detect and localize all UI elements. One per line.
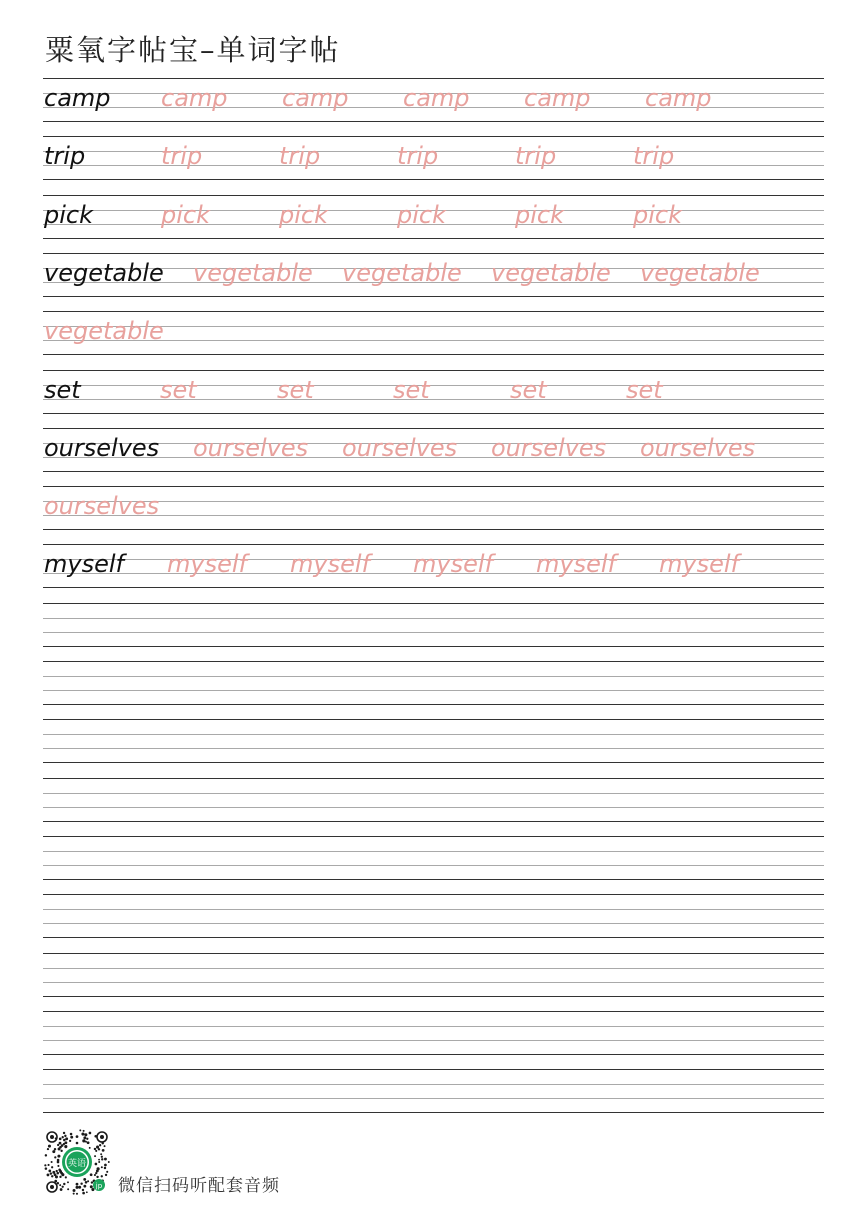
- qr-dot: [62, 1186, 64, 1188]
- qr-dot: [48, 1169, 51, 1172]
- ruled-band: [43, 1011, 824, 1055]
- guide-line: [43, 719, 824, 720]
- trace-word: ourselves: [193, 433, 309, 462]
- guide-line: [43, 632, 824, 633]
- trace-word: set: [510, 375, 547, 404]
- guide-line: [43, 370, 824, 371]
- trace-word: trip: [515, 142, 557, 171]
- guide-line: [43, 311, 824, 312]
- badge-label: 英语: [67, 1159, 87, 1169]
- guide-line: [43, 1098, 824, 1099]
- audio-caption: 微信扫码听配套音频: [118, 1176, 280, 1196]
- qr-dot: [59, 1176, 61, 1178]
- guide-line: [43, 544, 824, 545]
- guide-line: [43, 238, 824, 239]
- guide-line: [43, 821, 824, 822]
- qr-dot: [52, 1150, 55, 1153]
- qr-dot: [67, 1181, 69, 1183]
- model-word: trip: [44, 142, 86, 171]
- ruled-band: [43, 136, 824, 180]
- qr-dot: [73, 1189, 76, 1192]
- qr-dot: [104, 1145, 106, 1147]
- guide-line: [43, 762, 824, 763]
- qr-dot: [76, 1183, 79, 1186]
- qr-dot: [101, 1175, 103, 1177]
- qr-dot: [101, 1156, 103, 1158]
- guide-line: [43, 968, 824, 969]
- guide-line: [43, 529, 824, 530]
- ruled-band: [43, 894, 824, 938]
- qr-dot: [47, 1148, 49, 1150]
- ruled-band: [43, 253, 824, 297]
- qr-dot: [50, 1172, 52, 1174]
- qr-dot: [76, 1193, 78, 1195]
- guide-line: [43, 953, 824, 954]
- guide-line: [43, 865, 824, 866]
- qr-dot: [51, 1175, 53, 1177]
- guide-line: [43, 690, 824, 691]
- guide-line: [43, 793, 824, 794]
- qr-dot: [56, 1172, 59, 1175]
- guide-line: [43, 515, 824, 516]
- trace-word: ourselves: [491, 433, 607, 462]
- trace-word: vegetable: [44, 317, 164, 346]
- qr-dot: [82, 1189, 84, 1191]
- guide-line: [43, 996, 824, 997]
- qr-dot: [82, 1139, 85, 1142]
- ruled-band: [43, 1069, 824, 1113]
- qr-dot: [62, 1136, 64, 1138]
- qr-dot: [64, 1145, 67, 1148]
- guide-line: [43, 78, 824, 79]
- ruled-band: [43, 486, 824, 530]
- qr-dot: [45, 1154, 47, 1156]
- qr-dot: [57, 1144, 59, 1146]
- trace-word: pick: [397, 200, 446, 229]
- qr-dot: [101, 1158, 103, 1160]
- guide-line: [43, 646, 824, 647]
- qr-dot: [56, 1170, 58, 1172]
- ruled-band: [43, 370, 824, 414]
- qr-dot: [98, 1159, 100, 1161]
- qr-dot: [83, 1178, 86, 1181]
- qr-dot: [94, 1148, 96, 1150]
- trace-word: set: [160, 375, 197, 404]
- qr-dot: [44, 1164, 46, 1166]
- guide-line: [43, 982, 824, 983]
- qr-dot: [84, 1133, 87, 1136]
- trace-word: set: [626, 375, 663, 404]
- guide-line: [43, 1112, 824, 1113]
- qr-finder-dot: [100, 1135, 104, 1139]
- ruled-band: [43, 836, 824, 880]
- qr-dot: [51, 1166, 53, 1168]
- trace-word: trip: [397, 142, 439, 171]
- qr-dot: [57, 1159, 60, 1162]
- guide-line: [43, 879, 824, 880]
- trace-word: myself: [290, 550, 370, 579]
- qr-dot: [91, 1188, 94, 1191]
- qr-dot: [63, 1132, 65, 1134]
- guide-line: [43, 894, 824, 895]
- trace-word: myself: [659, 550, 739, 579]
- qr-dot: [57, 1155, 60, 1158]
- model-word: set: [44, 375, 81, 404]
- guide-line: [43, 1011, 824, 1012]
- guide-line: [43, 1026, 824, 1027]
- qr-dot: [48, 1145, 51, 1148]
- ruled-band: [43, 719, 824, 763]
- ruled-band: [43, 953, 824, 997]
- trace-word: vegetable: [193, 258, 313, 287]
- model-word: myself: [44, 550, 124, 579]
- trace-word: pick: [515, 200, 564, 229]
- qr-dot: [51, 1161, 53, 1163]
- guide-line: [43, 296, 824, 297]
- qr-dot: [104, 1158, 107, 1161]
- ruled-band: [43, 195, 824, 239]
- guide-line: [43, 836, 824, 837]
- guide-line: [43, 748, 824, 749]
- qr-dot: [59, 1138, 62, 1141]
- guide-line: [43, 121, 824, 122]
- trace-word: myself: [536, 550, 616, 579]
- qr-dot: [76, 1135, 79, 1138]
- qr-dot: [89, 1147, 91, 1149]
- qr-dot: [52, 1171, 55, 1174]
- qr-dot: [96, 1146, 99, 1149]
- guide-line: [43, 807, 824, 808]
- guide-line: [43, 661, 824, 662]
- guide-line: [43, 1054, 824, 1055]
- trace-word: camp: [403, 84, 470, 112]
- qr-dot: [79, 1129, 81, 1131]
- model-word: ourselves: [44, 433, 160, 462]
- qr-dot: [96, 1176, 98, 1178]
- ruled-band: [43, 78, 824, 122]
- guide-line: [43, 851, 824, 852]
- guide-line: [43, 704, 824, 705]
- guide-line: [43, 413, 824, 414]
- qr-dot: [83, 1185, 86, 1188]
- qr-dot: [83, 1136, 86, 1139]
- qr-dot: [59, 1184, 61, 1186]
- qr-dot: [104, 1167, 106, 1169]
- trace-word: ourselves: [640, 433, 756, 462]
- guide-line: [43, 603, 824, 604]
- qr-dot: [95, 1150, 97, 1152]
- guide-line: [43, 909, 824, 910]
- guide-line: [43, 778, 824, 779]
- qr-dot: [83, 1130, 85, 1132]
- qr-dot: [95, 1163, 98, 1166]
- qr-dot: [89, 1132, 92, 1135]
- qr-dot: [65, 1176, 67, 1178]
- ruled-band: [43, 311, 824, 355]
- model-word: vegetable: [44, 258, 164, 287]
- guide-line: [43, 1084, 824, 1085]
- trace-word: camp: [282, 84, 349, 112]
- qr-dot: [65, 1137, 68, 1140]
- qr-dot: [91, 1181, 93, 1183]
- qr-dot: [45, 1167, 48, 1170]
- qr-dot: [87, 1180, 89, 1182]
- qr-dot: [86, 1191, 88, 1193]
- trace-word: ourselves: [342, 433, 458, 462]
- qr-dot: [60, 1188, 63, 1191]
- qr-dot: [48, 1164, 50, 1166]
- qr-dot: [95, 1172, 97, 1174]
- qr-dot: [73, 1193, 75, 1195]
- qr-dot: [85, 1141, 87, 1143]
- qr-dot: [59, 1142, 62, 1145]
- guide-line: [43, 136, 824, 137]
- trace-word: trip: [633, 142, 675, 171]
- qr-dot: [98, 1161, 100, 1163]
- guide-line: [43, 923, 824, 924]
- qr-dot: [87, 1141, 90, 1144]
- guide-line: [43, 734, 824, 735]
- model-word: camp: [44, 84, 111, 112]
- trace-word: set: [393, 375, 430, 404]
- trace-word: myself: [413, 550, 493, 579]
- qr-dot: [90, 1173, 93, 1176]
- qr-dot: [101, 1166, 103, 1168]
- writing-sheet: [43, 78, 824, 1118]
- qr-dot: [99, 1144, 101, 1146]
- qr-dot: [64, 1135, 66, 1137]
- ruled-band: [43, 428, 824, 472]
- trace-word: vegetable: [342, 258, 462, 287]
- qr-dot: [54, 1156, 56, 1158]
- qr-dot: [67, 1188, 69, 1190]
- trace-word: camp: [645, 84, 712, 112]
- qr-dot: [54, 1173, 57, 1176]
- qr-dot: [94, 1174, 96, 1176]
- qr-dot: [70, 1136, 73, 1139]
- qr-dot: [104, 1164, 107, 1167]
- qr-finder-dot: [50, 1135, 54, 1139]
- qr-dot: [86, 1138, 88, 1140]
- qr-dot: [94, 1155, 96, 1157]
- guide-line: [43, 253, 824, 254]
- trace-word: myself: [167, 550, 247, 579]
- qr-finder-dot: [50, 1185, 54, 1189]
- qr-dot: [105, 1174, 107, 1176]
- trace-word: trip: [161, 142, 203, 171]
- qr-dot: [80, 1183, 82, 1185]
- qr-dot: [108, 1161, 110, 1163]
- trace-word: camp: [524, 84, 591, 112]
- qr-dot: [81, 1132, 84, 1135]
- guide-line: [43, 1040, 824, 1041]
- trace-word: pick: [633, 200, 682, 229]
- qr-dot: [90, 1185, 93, 1188]
- guide-line: [43, 428, 824, 429]
- guide-line: [43, 587, 824, 588]
- guide-line: [43, 618, 824, 619]
- qr-dot: [100, 1153, 102, 1155]
- qr-dot: [63, 1183, 65, 1185]
- qr-dot: [63, 1139, 66, 1142]
- trace-word: vegetable: [491, 258, 611, 287]
- qr-dot: [75, 1186, 78, 1189]
- qr-dot: [106, 1171, 108, 1173]
- model-word: pick: [44, 200, 93, 229]
- qr-dot: [78, 1186, 81, 1189]
- qr-dot: [57, 1165, 59, 1167]
- guide-line: [43, 937, 824, 938]
- qr-dot: [60, 1150, 62, 1152]
- qr-dot: [69, 1140, 71, 1142]
- qr-dot: [54, 1148, 56, 1150]
- trace-word: camp: [161, 84, 228, 112]
- guide-line: [43, 486, 824, 487]
- qr-dot: [70, 1133, 73, 1136]
- trace-word: pick: [161, 200, 210, 229]
- ruled-band: [43, 661, 824, 705]
- guide-line: [43, 501, 824, 502]
- trace-word: ourselves: [44, 492, 160, 521]
- guide-line: [43, 179, 824, 180]
- qr-dot: [102, 1149, 105, 1152]
- corner-badge-label: jp: [95, 1182, 103, 1190]
- qr-code-icon: [42, 1127, 112, 1197]
- trace-word: vegetable: [640, 258, 760, 287]
- trace-word: trip: [279, 142, 321, 171]
- qr-dot: [82, 1192, 85, 1195]
- qr-dot: [64, 1141, 67, 1144]
- guide-line: [43, 1069, 824, 1070]
- guide-line: [43, 354, 824, 355]
- trace-word: pick: [279, 200, 328, 229]
- qr-dot: [98, 1148, 100, 1150]
- guide-line: [43, 676, 824, 677]
- guide-line: [43, 471, 824, 472]
- page-title: 粟氧字帖宝–单词字帖: [45, 33, 341, 67]
- guide-line: [43, 195, 824, 196]
- qr-dot: [47, 1174, 50, 1177]
- trace-word: set: [277, 375, 314, 404]
- ruled-band: [43, 603, 824, 647]
- ruled-band: [43, 778, 824, 822]
- ruled-band: [43, 544, 824, 588]
- qr-dot: [76, 1142, 79, 1145]
- qr-dot: [85, 1181, 88, 1184]
- qr-dot: [58, 1168, 61, 1171]
